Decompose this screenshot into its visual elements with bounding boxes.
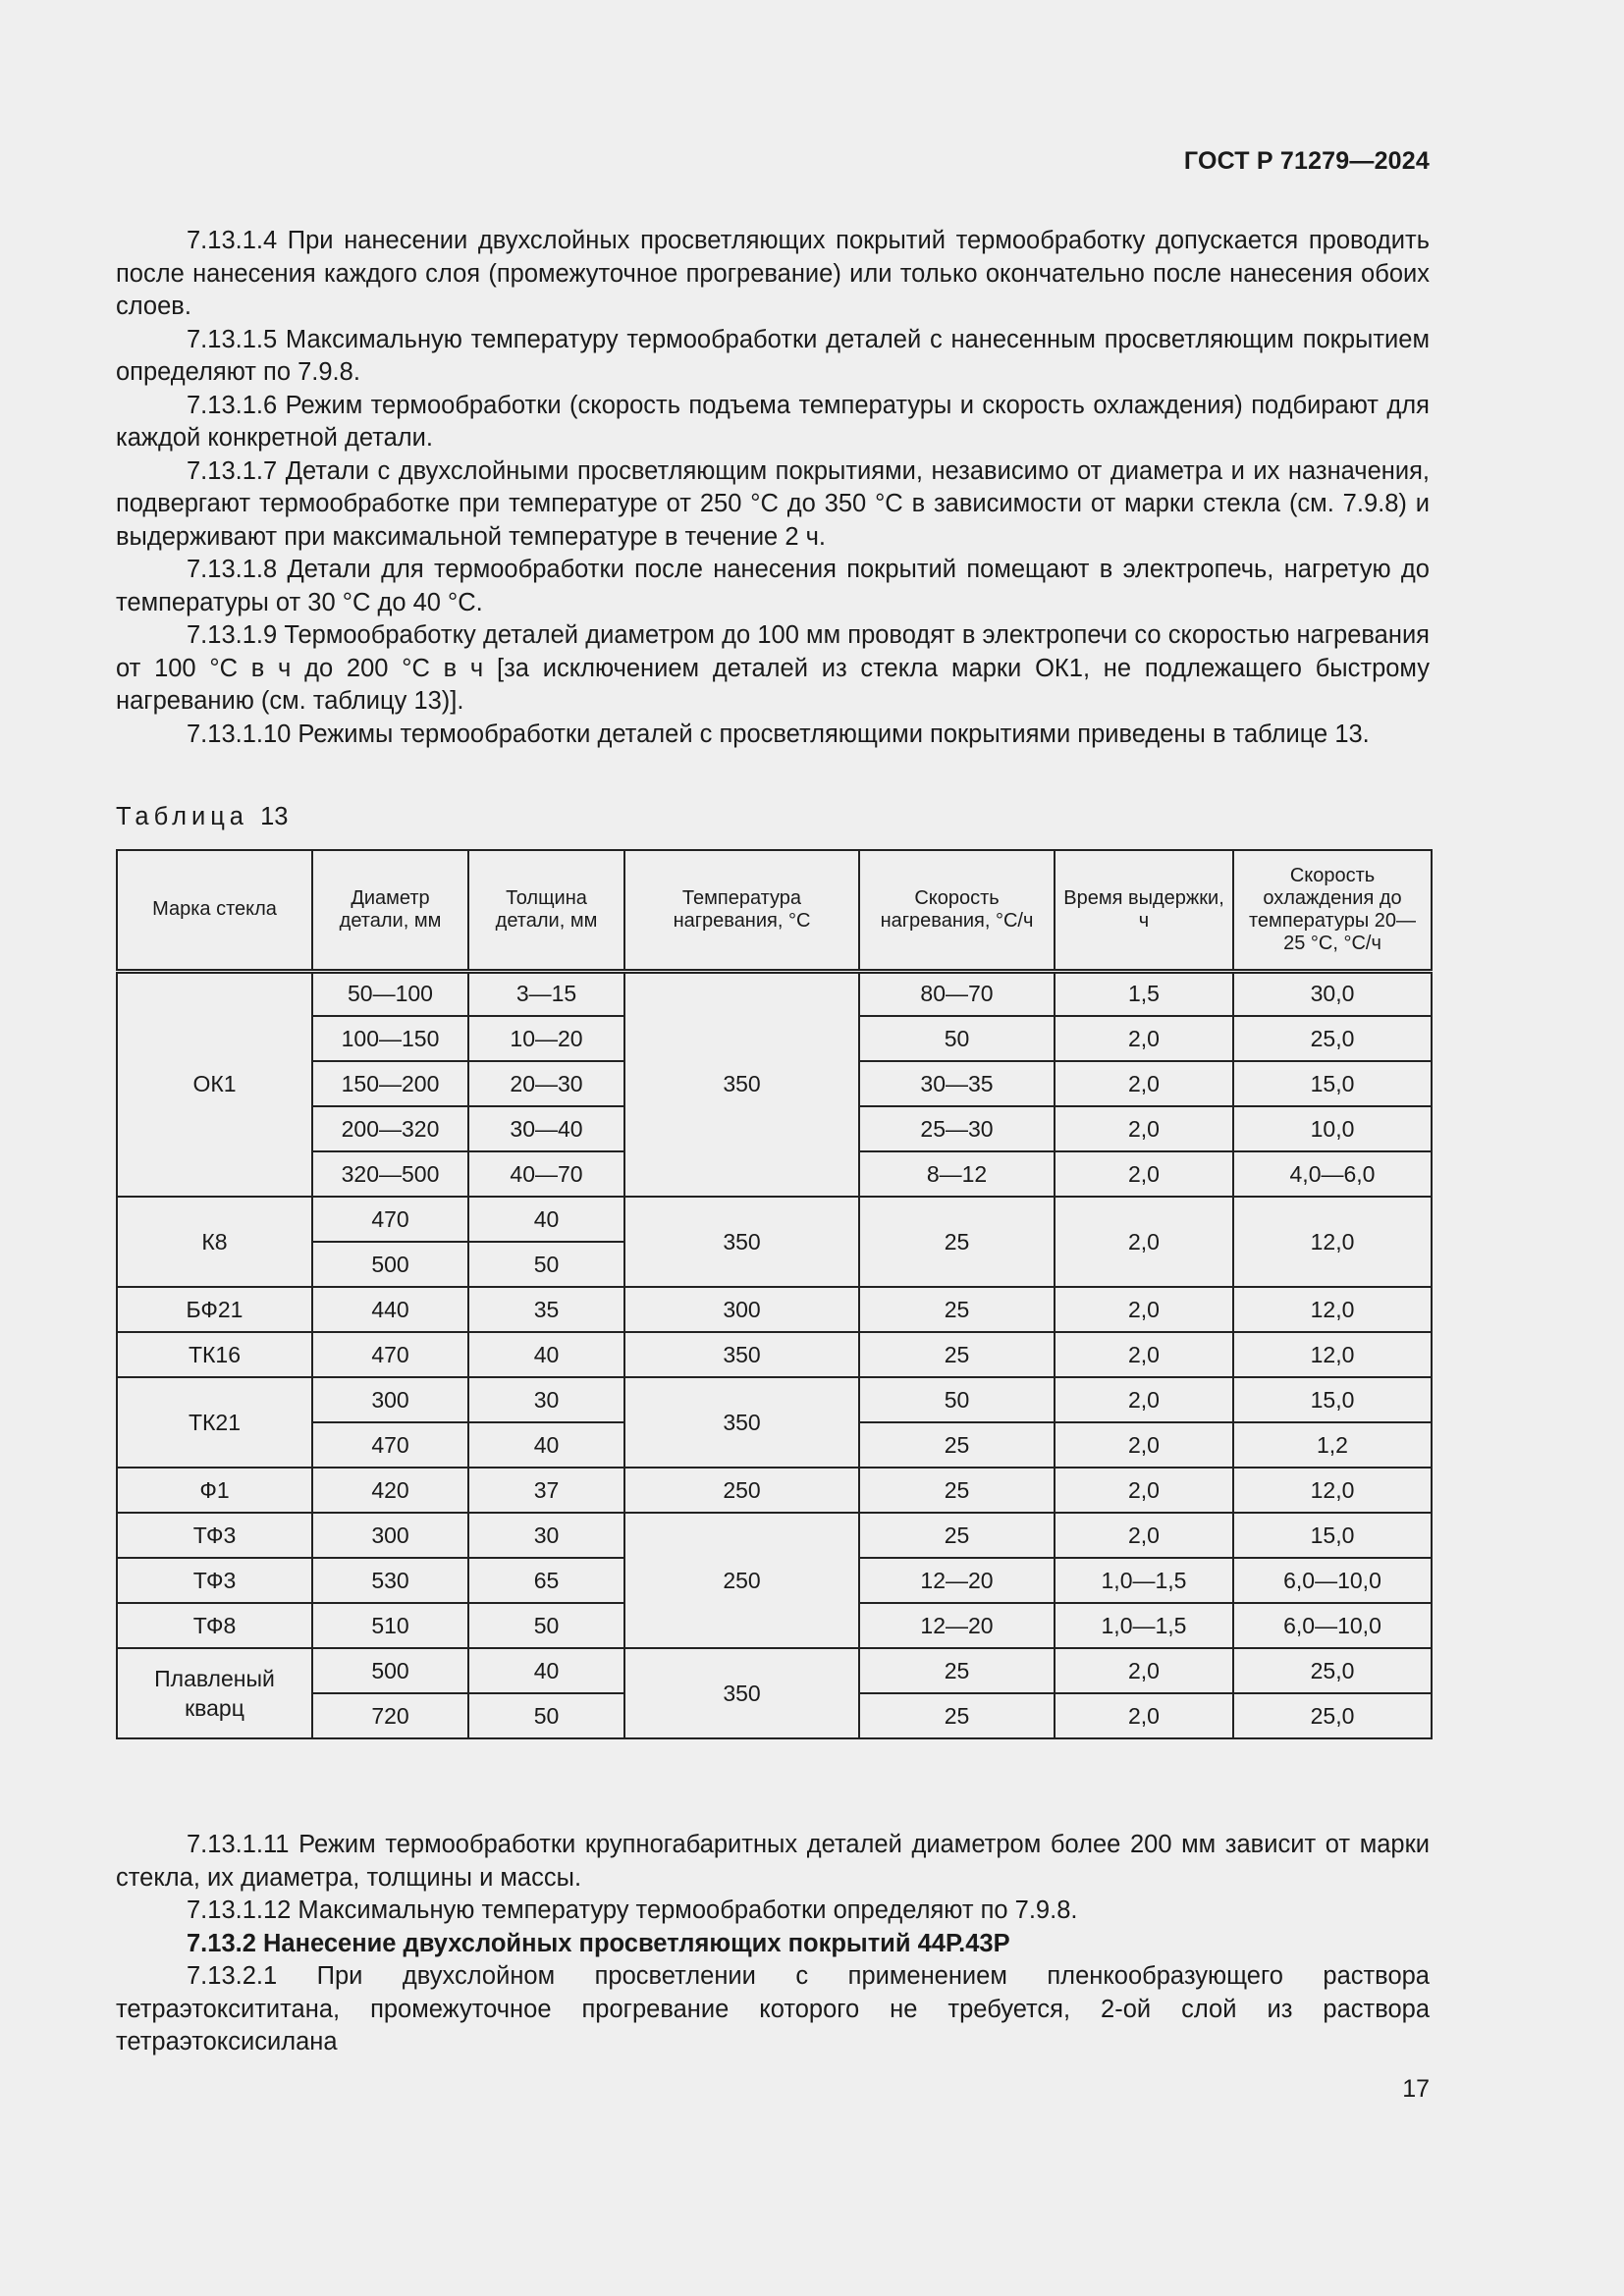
header-holding-time: Время выдержки, ч (1055, 850, 1233, 971)
cell-thickness: 3—15 (468, 971, 624, 1016)
cell-glass-grade: БФ21 (117, 1287, 312, 1332)
cell-glass-grade: Плавленый кварц (117, 1648, 312, 1738)
cell-glass-grade: ОК1 (117, 971, 312, 1197)
cell-cooling-rate: 12,0 (1233, 1468, 1432, 1513)
cell-thickness: 40 (468, 1422, 624, 1468)
cell-holding-time: 2,0 (1055, 1287, 1233, 1332)
cell-diameter: 470 (312, 1197, 468, 1242)
cell-glass-grade: ТК16 (117, 1332, 312, 1377)
cell-heating-rate: 50 (859, 1016, 1055, 1061)
cell-diameter: 150—200 (312, 1061, 468, 1106)
cell-diameter: 470 (312, 1332, 468, 1377)
table-header-row (117, 850, 1432, 971)
cell-heating-rate: 25—30 (859, 1106, 1055, 1151)
cell-heating-rate: 50 (859, 1377, 1055, 1422)
cell-diameter: 100—150 (312, 1016, 468, 1061)
cell-diameter: 200—320 (312, 1106, 468, 1151)
cell-diameter: 500 (312, 1242, 468, 1287)
cell-cooling-rate: 15,0 (1233, 1513, 1432, 1558)
table-row (117, 1648, 1432, 1693)
paragraph-7-13-1-8: 7.13.1.8 Детали для термообработки после нанесения покрытий помещают в электропечь, нагретую до температуры от 30 °С до 40 °С. (116, 556, 1430, 616)
heat-treatment-table (116, 849, 1433, 1739)
top-text-block (116, 225, 1430, 751)
cell-temperature: 250 (624, 1468, 859, 1513)
table-row (117, 1287, 1432, 1332)
paragraph-7-13-1-6: 7.13.1.6 Режим термообработки (скорость подъема температуры и скорость охлаждения) подбирают для каждой конкретной детали. (116, 391, 1430, 452)
paragraph-7-13-1-7: 7.13.1.7 Детали с двухслойными просветляющим покрытиями, независимо от диаметра и их назначения, подвергают термообработке при температуре от 250 °С до 350 °С в зависимости от марки стекла (см. 7.9.8) и выдерживают при максимальной температуре в течение 2 ч. (116, 456, 1430, 551)
cell-cooling-rate: 25,0 (1233, 1693, 1432, 1738)
cell-diameter: 470 (312, 1422, 468, 1468)
cell-temperature: 350 (624, 971, 859, 1197)
table-caption-number: 13 (260, 803, 289, 830)
cell-holding-time: 2,0 (1055, 1016, 1233, 1061)
cell-thickness: 65 (468, 1558, 624, 1603)
cell-holding-time: 2,0 (1055, 1693, 1233, 1738)
document-number-header: ГОСТ Р 71279—2024 (1183, 147, 1430, 175)
cell-thickness: 10—20 (468, 1016, 624, 1061)
cell-holding-time: 2,0 (1055, 1151, 1233, 1197)
cell-thickness: 20—30 (468, 1061, 624, 1106)
cell-heating-rate: 80—70 (859, 971, 1055, 1016)
cell-cooling-rate: 1,2 (1233, 1422, 1432, 1468)
cell-holding-time: 2,0 (1055, 1061, 1233, 1106)
cell-temperature: 300 (624, 1287, 859, 1332)
table-caption (116, 803, 288, 831)
cell-diameter: 440 (312, 1287, 468, 1332)
table-row (117, 1468, 1432, 1513)
cell-diameter: 50—100 (312, 971, 468, 1016)
cell-thickness: 40 (468, 1648, 624, 1693)
cell-temperature: 350 (624, 1648, 859, 1738)
cell-holding-time: 2,0 (1055, 1468, 1233, 1513)
cell-holding-time: 2,0 (1055, 1422, 1233, 1468)
cell-heating-rate: 25 (859, 1332, 1055, 1377)
cell-diameter: 420 (312, 1468, 468, 1513)
header-cooling-rate: Скорость охлаждения до температуры 20—25 °С, °С/ч (1233, 850, 1432, 971)
cell-thickness: 30—40 (468, 1106, 624, 1151)
paragraph-7-13-1-11: 7.13.1.11 Режим термообработки крупногабаритных деталей диаметром более 200 мм зависит от марки стекла, их диаметра, толщины и массы. (116, 1831, 1430, 1892)
cell-heating-rate: 25 (859, 1648, 1055, 1693)
cell-heating-rate: 25 (859, 1287, 1055, 1332)
cell-temperature: 350 (624, 1377, 859, 1468)
cell-glass-grade: ТФ3 (117, 1513, 312, 1558)
cell-glass-grade: ТК21 (117, 1377, 312, 1468)
table-row (117, 1377, 1432, 1422)
page-number: 17 (1402, 2075, 1430, 2103)
cell-holding-time: 2,0 (1055, 1332, 1233, 1377)
cell-holding-time: 1,0—1,5 (1055, 1558, 1233, 1603)
cell-cooling-rate: 25,0 (1233, 1648, 1432, 1693)
cell-diameter: 720 (312, 1693, 468, 1738)
cell-heating-rate: 30—35 (859, 1061, 1055, 1106)
table-row (117, 1197, 1432, 1242)
cell-holding-time: 2,0 (1055, 1197, 1233, 1287)
cell-cooling-rate: 6,0—10,0 (1233, 1603, 1432, 1648)
paragraph-7-13-1-5: 7.13.1.5 Максимальную температуру термообработки деталей с нанесенным просветляющим покрытием определяют по 7.9.8. (116, 325, 1430, 386)
cell-cooling-rate: 12,0 (1233, 1197, 1432, 1287)
cell-holding-time: 2,0 (1055, 1377, 1233, 1422)
section-heading-7-13-2: 7.13.2 Нанесение двухслойных просветляющих покрытий 44Р.43Р (187, 1929, 1010, 1957)
header-glass-grade: Марка стекла (117, 850, 312, 971)
table-row (117, 971, 1432, 1016)
cell-thickness: 40 (468, 1197, 624, 1242)
cell-cooling-rate: 30,0 (1233, 971, 1432, 1016)
cell-diameter: 530 (312, 1558, 468, 1603)
cell-holding-time: 1,0—1,5 (1055, 1603, 1233, 1648)
cell-heating-rate: 25 (859, 1422, 1055, 1468)
paragraph-7-13-1-4: 7.13.1.4 При нанесении двухслойных просветляющих покрытий термообработку допускается проводить после нанесения каждого слоя (промежуточное прогревание) или только окончательно после нанесения обоих слоев. (116, 227, 1430, 320)
cell-holding-time: 2,0 (1055, 1648, 1233, 1693)
cell-cooling-rate: 12,0 (1233, 1287, 1432, 1332)
bottom-text-block (116, 1829, 1430, 2059)
header-diameter: Диаметр детали, мм (312, 850, 468, 971)
cell-glass-grade: ТФ8 (117, 1603, 312, 1648)
cell-thickness: 35 (468, 1287, 624, 1332)
cell-glass-grade: Ф1 (117, 1468, 312, 1513)
cell-cooling-rate: 12,0 (1233, 1332, 1432, 1377)
cell-thickness: 30 (468, 1513, 624, 1558)
table-caption-word: Таблица (116, 803, 248, 830)
cell-heating-rate: 25 (859, 1513, 1055, 1558)
cell-holding-time: 2,0 (1055, 1106, 1233, 1151)
paragraph-7-13-1-9: 7.13.1.9 Термообработку деталей диаметром до 100 мм проводят в электропечи со скоростью нагревания от 100 °С в ч до 200 °С в ч [за исключением деталей из стекла марки ОК1, не подлежащего быстрому нагреванию (см. таблицу 13)]. (116, 621, 1430, 715)
cell-heating-rate: 25 (859, 1197, 1055, 1287)
cell-glass-grade: ТФ3 (117, 1558, 312, 1603)
header-thickness: Толщина детали, мм (468, 850, 624, 971)
cell-cooling-rate: 4,0—6,0 (1233, 1151, 1432, 1197)
cell-diameter: 320—500 (312, 1151, 468, 1197)
paragraph-7-13-1-10: 7.13.1.10 Режимы термообработки деталей с просветляющими покрытиями приведены в таблице 13. (187, 720, 1370, 748)
cell-cooling-rate: 10,0 (1233, 1106, 1432, 1151)
cell-diameter: 300 (312, 1513, 468, 1558)
cell-thickness: 50 (468, 1242, 624, 1287)
cell-glass-grade: К8 (117, 1197, 312, 1287)
cell-thickness: 30 (468, 1377, 624, 1422)
cell-cooling-rate: 25,0 (1233, 1016, 1432, 1061)
header-heating-temperature: Температура нагревания, °С (624, 850, 859, 971)
cell-heating-rate: 25 (859, 1468, 1055, 1513)
paragraph-7-13-2-1: 7.13.2.1 При двухслойном просветлении с применением пленкообразующего раствора тетраэтоксититана, промежуточное прогревание которого не требуется, 2-ой слой из раствора тетраэтоксисилана (116, 1962, 1430, 2056)
cell-diameter: 300 (312, 1377, 468, 1422)
table-row (117, 1332, 1432, 1377)
cell-heating-rate: 12—20 (859, 1603, 1055, 1648)
cell-thickness: 50 (468, 1603, 624, 1648)
cell-thickness: 37 (468, 1468, 624, 1513)
cell-heating-rate: 8—12 (859, 1151, 1055, 1197)
cell-thickness: 50 (468, 1693, 624, 1738)
cell-thickness: 40 (468, 1332, 624, 1377)
cell-heating-rate: 12—20 (859, 1558, 1055, 1603)
cell-cooling-rate: 6,0—10,0 (1233, 1558, 1432, 1603)
cell-holding-time: 1,5 (1055, 971, 1233, 1016)
cell-heating-rate: 25 (859, 1693, 1055, 1738)
cell-holding-time: 2,0 (1055, 1513, 1233, 1558)
cell-temperature: 250 (624, 1513, 859, 1648)
cell-temperature: 350 (624, 1332, 859, 1377)
paragraph-7-13-1-12: 7.13.1.12 Максимальную температуру термообработки определяют по 7.9.8. (187, 1896, 1078, 1924)
header-heating-rate: Скорость нагревания, °С/ч (859, 850, 1055, 971)
cell-temperature: 350 (624, 1197, 859, 1287)
cell-diameter: 510 (312, 1603, 468, 1648)
cell-cooling-rate: 15,0 (1233, 1061, 1432, 1106)
cell-cooling-rate: 15,0 (1233, 1377, 1432, 1422)
table-row (117, 1513, 1432, 1558)
cell-thickness: 40—70 (468, 1151, 624, 1197)
cell-diameter: 500 (312, 1648, 468, 1693)
